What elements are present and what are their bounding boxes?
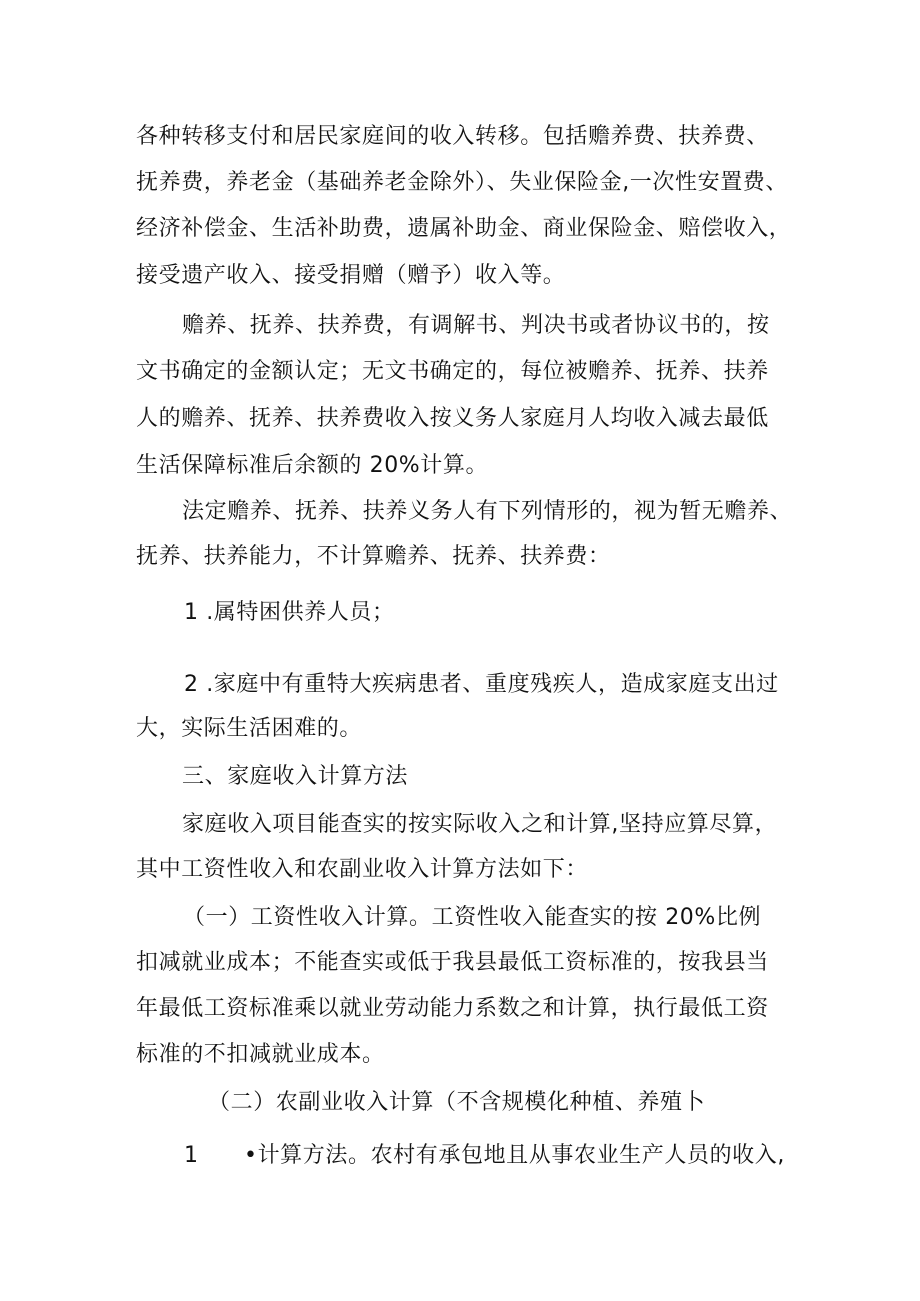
- paragraph-line: 各种转移支付和居民家庭间的收入转移。包括赡养费、扶养费、: [136, 124, 769, 149]
- paragraph-line: 抚养、扶养能力，不计算赡养、抚养、扶养费：: [136, 544, 611, 569]
- paragraph-line: 标准的不扣减就业成本。: [136, 1042, 385, 1067]
- list-item-2: 2 .家庭中有重特大疾病患者、重度残疾人，造成家庭支出过: [184, 672, 779, 697]
- paragraph-line: •计算方法。农村有承包地且从事农业生产人员的收入,: [244, 1143, 785, 1168]
- paragraph-line: 文书确定的金额认定；无文书确定的，每位被赡养、抚养、扶养: [136, 359, 769, 384]
- paragraph-line: 赡养、抚养、扶养费，有调解书、判决书或者协议书的，按: [182, 313, 770, 338]
- section-heading: 三、家庭收入计算方法: [182, 764, 409, 789]
- paragraph-line: 年最低工资标准乘以就业劳动能力系数之和计算，执行最低工资: [136, 996, 769, 1021]
- paragraph-line: 法定赡养、抚养、扶养义务人有下列情形的，视为暂无赡养、: [182, 499, 793, 524]
- subsection-heading: （二）农副业收入计算（不含规模化种植、养殖卜: [208, 1090, 706, 1115]
- paragraph-line: 抚养费，养老金（基础养老金除外）、失业保险金,一次性安置费、: [136, 170, 788, 195]
- paragraph-line: 生活保障标准后余额的 20%计算。: [136, 453, 489, 478]
- paragraph-line: 经济补偿金、生活补助费，遗属补助金、商业保险金、赔偿收入，: [136, 216, 792, 241]
- item-number: 1: [184, 1143, 198, 1168]
- list-item-1: 1 .属特困供养人员；: [184, 600, 395, 625]
- paragraph-line: 接受遗产收入、接受捐赠（赠予）收入等。: [136, 263, 566, 288]
- paragraph-line: 家庭收入项目能查实的按实际收入之和计算,坚持应算尽算，: [182, 812, 778, 837]
- subsection-heading: （一）工资性收入计算。工资性收入能查实的按 20%比例: [183, 905, 762, 930]
- paragraph-line: 扣减就业成本；不能查实或低于我县最低工资标准的，按我县当: [136, 950, 769, 975]
- paragraph-line: 大，实际生活困难的。: [136, 716, 363, 741]
- paragraph-line: 其中工资性收入和农副业收入计算方法如下：: [136, 857, 589, 882]
- paragraph-line: 人的赡养、抚养、扶养费收入按义务人家庭月人均收入减去最低: [136, 406, 769, 431]
